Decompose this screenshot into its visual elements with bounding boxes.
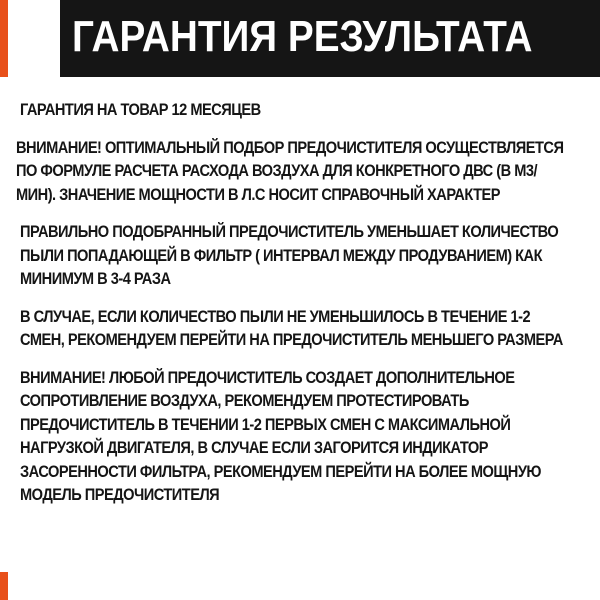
attention-resistance-paragraph: ВНИМАНИЕ! ЛЮБОЙ ПРЕДОЧИСТИТЕЛЬ СОЗДАЕТ ДОПОЛНИТЕЛЬНОЕ СОПРОТИВЛЕНИЕ ВОЗДУХА, РЕКОМЕНДУЕМ ПРОТЕСТИРОВАТЬ ПРЕДОЧИСТИТЕЛЬ В ТЕЧЕНИИ 1-2 ПЕРВЫХ СМЕН С МАКСИМАЛЬНОЙ НАГРУЗКОЙ ДВИГАТЕЛЯ, В СЛУЧАЕ ЕСЛИ ЗАГОРИТСЯ ИНДИКАТОР ЗАСОРЕННОСТИ ФИЛЬТРА, РЕКОМЕНДУЕМ ПЕРЕЙТИ НА БОЛЕЕ МОЩНУЮ МОДЕЛЬ ПРЕДОЧИСТИТЕЛЯ — [20, 367, 541, 504]
page-title: ГАРАНТИЯ РЕЗУЛЬТАТА — [72, 12, 533, 61]
attention-selection-paragraph: ВНИМАНИЕ! ОПТИМАЛЬНЫЙ ПОДБОР ПРЕДОЧИСТИТЕЛЯ ОСУЩЕСТВЛЯЕТСЯ ПО ФОРМУЛЕ РАСЧЕТА РАСХОДА ВОЗДУХА ДЛЯ КОНКРЕТНОГО ДВС (В М3/МИН). ЗНАЧЕНИЕ МОЩНОСТИ В Л.С НОСИТ СПРАВОЧНЫЙ ХАРАКТЕР — [16, 137, 564, 204]
dust-reduction-paragraph: ПРАВИЛЬНО ПОДОБРАННЫЙ ПРЕДОЧИСТИТЕЛЬ УМЕНЬШАЕТ КОЛИЧЕСТВО ПЫЛИ ПОПАДАЮЩЕЙ В ФИЛЬТР ( ИНТЕРВАЛ МЕЖДУ ПРОДУВАНИЕМ) КАК МИНИМУМ В 3-4 РАЗА — [20, 222, 559, 288]
body-content — [16, 98, 564, 507]
smaller-size-paragraph: В СЛУЧАЕ, ЕСЛИ КОЛИЧЕСТВО ПЫЛИ НЕ УМЕНЬШИЛОСЬ В ТЕЧЕНИЕ 1-2 СМЕН, РЕКОМЕНДУЕМ ПЕРЕЙТИ НА ПРЕДОЧИСТИТЕЛЬ МЕНЬШЕГО РАЗМЕРА — [20, 306, 563, 349]
warranty-paragraph: ГАРАНТИЯ НА ТОВАР 12 МЕСЯЦЕВ — [20, 100, 261, 119]
accent-bar-bottom — [0, 572, 8, 600]
accent-bar-top — [0, 0, 8, 77]
header-banner — [60, 0, 600, 77]
